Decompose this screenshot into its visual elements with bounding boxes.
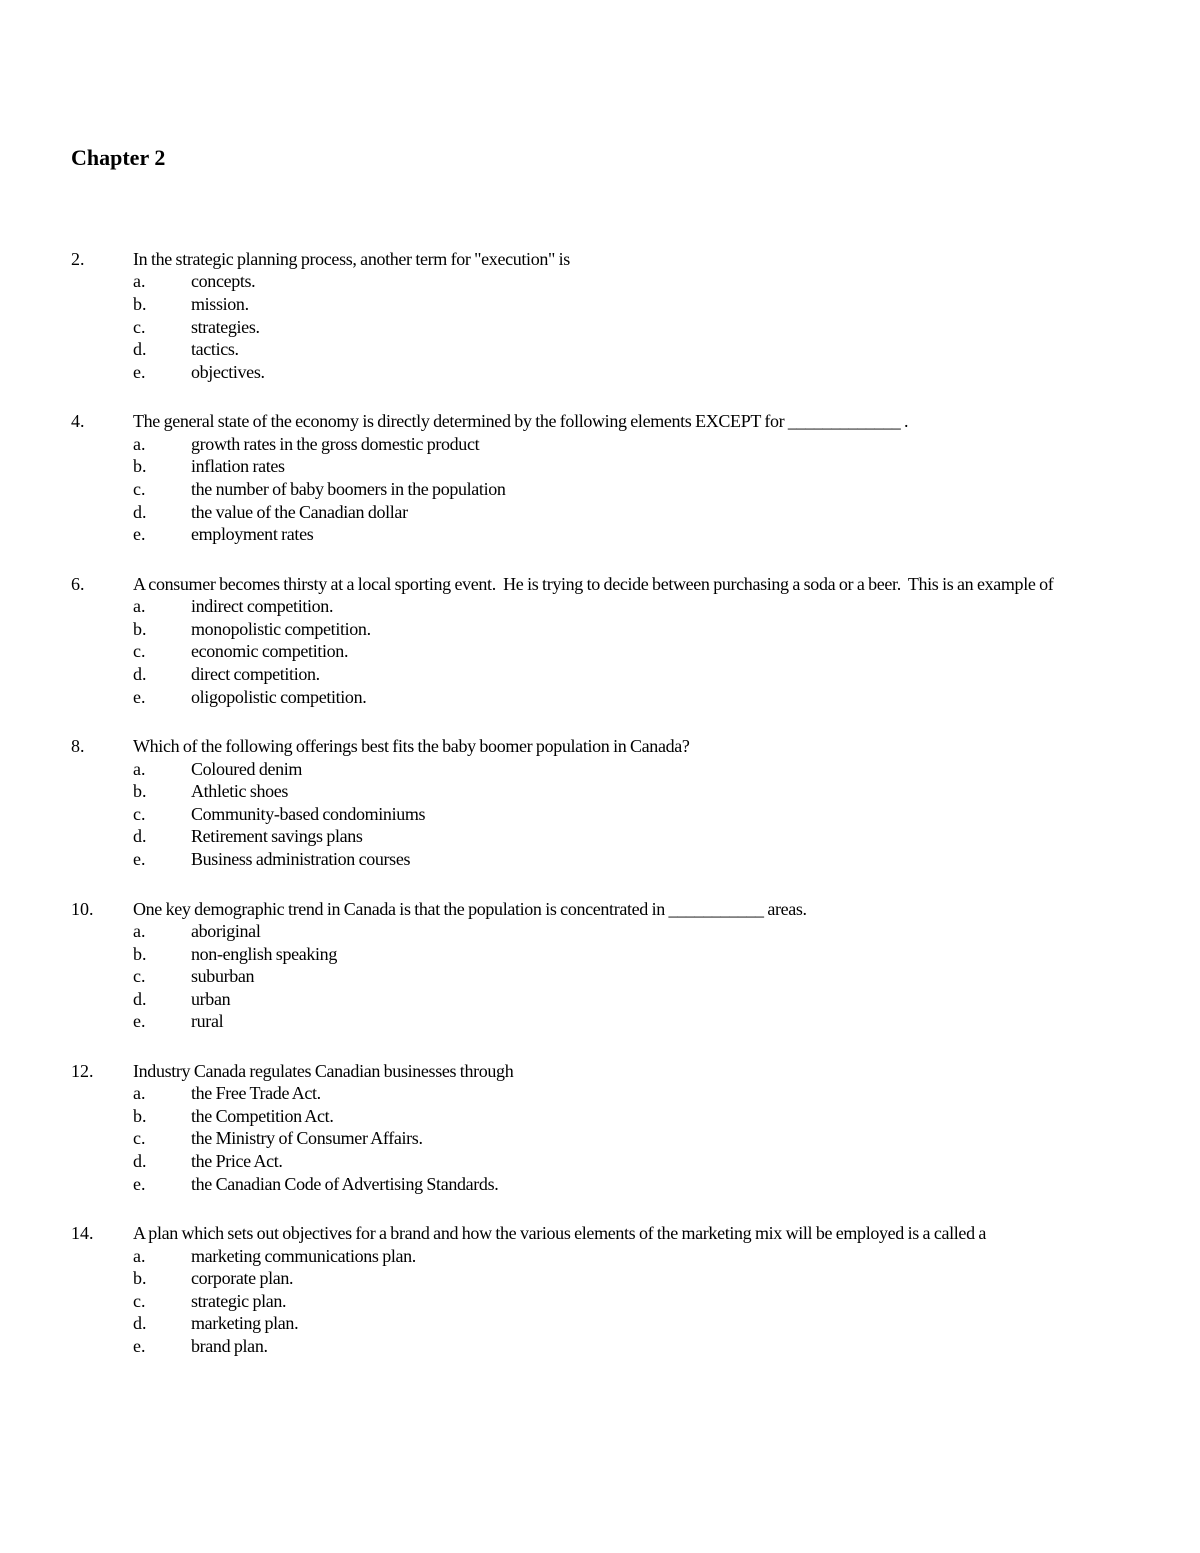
answer-option: [133, 316, 1141, 339]
option-text: Coloured denim: [191, 758, 303, 779]
answer-option: [133, 618, 1141, 641]
question-number: 6.: [71, 573, 85, 594]
answer-options: [71, 270, 1141, 383]
option-letter: a.: [133, 596, 146, 617]
answer-option: [133, 1082, 1141, 1105]
answer-option: [133, 293, 1141, 316]
question-number: 8.: [71, 736, 85, 757]
question-list: [71, 248, 1141, 1385]
answer-options: [71, 595, 1141, 708]
option-letter: c.: [133, 1128, 146, 1149]
option-text: the number of baby boomers in the population: [191, 478, 506, 499]
answer-option: [133, 1127, 1141, 1150]
option-letter: a.: [133, 433, 146, 454]
option-text: non-english speaking: [191, 943, 337, 964]
question-8: [71, 735, 1141, 870]
option-text: objectives.: [191, 361, 265, 382]
question-10: [71, 898, 1141, 1033]
answer-option: [133, 1245, 1141, 1268]
answer-option: [133, 758, 1141, 781]
answer-option: [133, 501, 1141, 524]
option-letter: a.: [133, 920, 146, 941]
answer-option: [133, 1150, 1141, 1173]
option-text: direct competition.: [191, 663, 320, 684]
question-number: 2.: [71, 249, 85, 269]
option-text: growth rates in the gross domestic product: [191, 433, 480, 454]
option-letter: b.: [133, 456, 147, 477]
answer-option: [133, 803, 1141, 826]
option-letter: b.: [133, 294, 147, 314]
answer-option: [133, 455, 1141, 478]
option-letter: e.: [133, 686, 146, 707]
answer-option: [133, 1105, 1141, 1128]
answer-option: [133, 1173, 1141, 1196]
option-text: strategies.: [191, 316, 260, 337]
option-letter: e.: [133, 848, 146, 869]
option-letter: c.: [133, 478, 146, 499]
question-text: One key demographic trend in Canada is that the population is concentrated in ___________ areas.: [133, 898, 807, 919]
option-text: the value of the Canadian dollar: [191, 501, 408, 522]
question-text: A consumer becomes thirsty at a local sporting event. He is trying to decide between purchasing a soda or a beer. This is an example of: [133, 573, 1054, 594]
option-letter: c.: [133, 641, 146, 662]
answer-option: [133, 478, 1141, 501]
option-letter: e.: [133, 1011, 146, 1032]
answer-options: [71, 920, 1141, 1033]
question-6: [71, 573, 1141, 708]
option-text: Retirement savings plans: [191, 826, 363, 847]
answer-option: [133, 361, 1141, 384]
answer-options: [71, 433, 1141, 546]
answer-option: [133, 338, 1141, 361]
option-text: employment rates: [191, 524, 314, 545]
option-letter: d.: [133, 339, 147, 360]
answer-option: [133, 686, 1141, 709]
answer-option: [133, 1335, 1141, 1358]
answer-option: [133, 1267, 1141, 1290]
option-letter: b.: [133, 618, 147, 639]
option-text: Business administration courses: [191, 848, 411, 869]
question-4: [71, 410, 1141, 545]
option-letter: b.: [133, 943, 147, 964]
option-text: rural: [191, 1011, 224, 1032]
option-letter: a.: [133, 1245, 146, 1266]
option-letter: b.: [133, 781, 147, 802]
option-text: the Competition Act.: [191, 1105, 334, 1126]
answer-option: [133, 848, 1141, 871]
option-text: monopolistic competition.: [191, 618, 371, 639]
option-letter: c.: [133, 966, 146, 987]
option-text: Community-based condominiums: [191, 803, 426, 824]
option-text: indirect competition.: [191, 596, 334, 617]
option-text: corporate plan.: [191, 1268, 294, 1289]
option-text: inflation rates: [191, 456, 285, 477]
option-letter: b.: [133, 1105, 147, 1126]
option-text: marketing plan.: [191, 1313, 299, 1334]
option-text: the Free Trade Act.: [191, 1083, 321, 1104]
answer-options: [71, 1082, 1141, 1195]
option-letter: d.: [133, 501, 147, 522]
option-letter: e.: [133, 524, 146, 545]
option-letter: a.: [133, 271, 146, 292]
option-text: concepts.: [191, 271, 256, 292]
answer-option: [133, 825, 1141, 848]
option-text: strategic plan.: [191, 1290, 287, 1311]
option-letter: d.: [133, 1151, 147, 1172]
question-number: 12.: [71, 1060, 94, 1081]
option-letter: c.: [133, 316, 146, 337]
option-text: the Price Act.: [191, 1151, 283, 1172]
answer-option: [133, 523, 1141, 546]
option-letter: e.: [133, 1336, 146, 1357]
option-letter: d.: [133, 826, 147, 847]
option-letter: a.: [133, 1083, 146, 1104]
answer-option: [133, 595, 1141, 618]
question-text: In the strategic planning process, another term for "execution" is: [133, 249, 570, 269]
answer-option: [133, 1312, 1141, 1335]
answer-option: [133, 780, 1141, 803]
option-letter: d.: [133, 988, 147, 1009]
option-text: tactics.: [191, 339, 239, 360]
answer-option: [133, 920, 1141, 943]
option-text: economic competition.: [191, 641, 349, 662]
answer-option: [133, 640, 1141, 663]
option-text: brand plan.: [191, 1336, 268, 1357]
option-text: aboriginal: [191, 920, 261, 941]
question-text: The general state of the economy is directly determined by the following elements EXCEPT for _____________ .: [133, 411, 909, 432]
option-letter: c.: [133, 803, 146, 824]
question-number: 10.: [71, 898, 94, 919]
option-text: marketing communications plan.: [191, 1245, 416, 1266]
question-text: Which of the following offerings best fits the baby boomer population in Canada?: [133, 736, 690, 757]
answer-option: [133, 965, 1141, 988]
option-text: oligopolistic competition.: [191, 686, 367, 707]
answer-option: [133, 270, 1141, 293]
option-text: Athletic shoes: [191, 781, 289, 802]
question-number: 14.: [71, 1223, 94, 1244]
answer-option: [133, 988, 1141, 1011]
option-letter: c.: [133, 1290, 146, 1311]
question-text: A plan which sets out objectives for a brand and how the various elements of the marketing mix will be employed is a called a: [133, 1223, 987, 1244]
option-text: mission.: [191, 294, 249, 314]
answer-option: [133, 663, 1141, 686]
question-14: [71, 1222, 1141, 1357]
answer-option: [133, 433, 1141, 456]
option-text: urban: [191, 988, 231, 1009]
chapter-title: Chapter 2: [71, 145, 166, 170]
answer-options: [71, 758, 1141, 871]
option-letter: d.: [133, 663, 147, 684]
question-2: [71, 248, 1141, 383]
question-text: Industry Canada regulates Canadian businesses through: [133, 1060, 514, 1081]
answer-options: [71, 1245, 1141, 1358]
option-letter: b.: [133, 1268, 147, 1289]
option-text: the Canadian Code of Advertising Standards.: [191, 1173, 499, 1194]
option-letter: a.: [133, 758, 146, 779]
answer-option: [133, 1290, 1141, 1313]
option-letter: e.: [133, 1173, 146, 1194]
question-number: 4.: [71, 411, 85, 432]
option-letter: e.: [133, 361, 146, 382]
answer-option: [133, 1010, 1141, 1033]
option-text: the Ministry of Consumer Affairs.: [191, 1128, 423, 1149]
option-letter: d.: [133, 1313, 147, 1334]
answer-option: [133, 943, 1141, 966]
question-12: [71, 1060, 1141, 1195]
option-text: suburban: [191, 966, 255, 987]
